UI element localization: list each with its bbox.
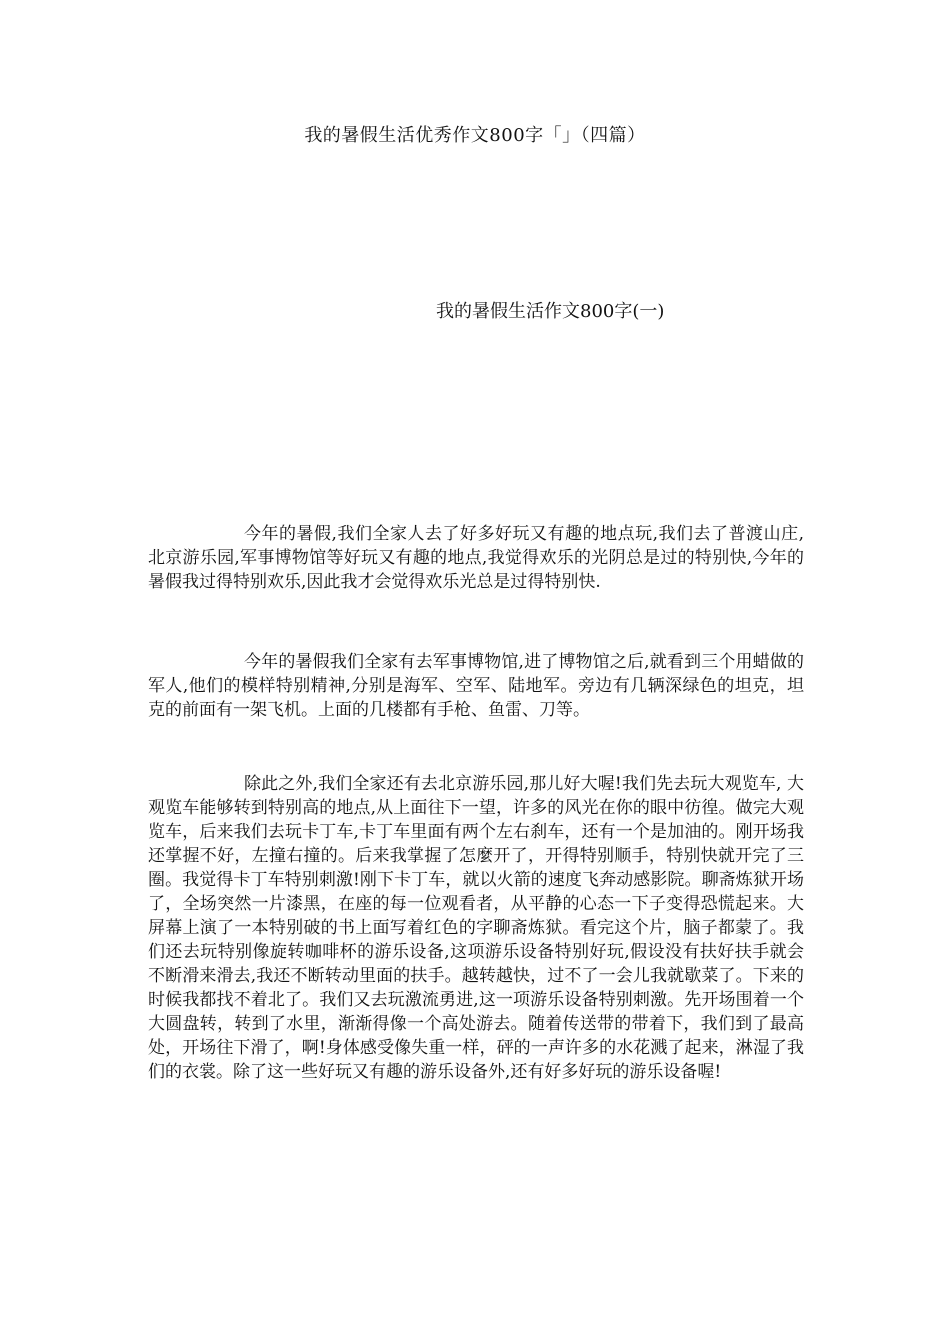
paragraph-2: 今年的暑假我们全家有去军事博物馆,进了博物馆之后,就看到三个用蜡做的军人,他们的模样特别精神,分别是海军、空军、陆地军。旁边有几辆深绿色的坦克，坦克的前面有一架飞机。上面的几楼都有手枪、鱼雷、刀等。 — [148, 652, 804, 720]
paragraph-3: 除此之外,我们全家还有去北京游乐园,那儿好大喔!我们先去玩大观览车, 大观览车能够转到特别高的地点,从上面往下一望，许多的风光在你的眼中彷徨。做完大观览车，后来我们去玩卡丁车,卡丁车里面有两个左右刹车，还有一个是加油的。刚开场我还掌握不好，左撞右撞的。后来我掌握了怎麼开了，开得特别顺手，特别快就开完了三圈。我觉得卡丁车特别刺激!刚下卡丁车，就以火箭的速度飞奔动感影院。聊斋炼狱开场了，全场突然一片漆黑，在座的每一位观看者，从平静的心态一下子变得恐慌起来。大屏幕上演了一本特别破的书上面写着红色的字聊斋炼狱。看完这个片，脑子都蒙了。我们还去玩特别像旋转咖啡杯的游乐设备,这项游乐设备特别好玩,假设没有扶好扶手就会不断滑来滑去,我还不断转动里面的扶手。越转越快，过不了一会儿我就歇菜了。下来的时候我都找不着北了。我们又去玩激流勇进,这一项游乐设备特别刺激。先开场围着一个大圆盘转，转到了水里，渐渐得像一个高处游去。随着传送带的带着下，我们到了最高处，开场往下滑了，啊!身体感受像失重一样，砰的一声许多的水花溅了起来，淋湿了我们的衣裳。除了这一些好玩又有趣的游乐设备外,还有好多好玩的游乐设备喔! — [148, 774, 804, 1082]
document-title: 我的暑假生活优秀作文800字「」（四篇） — [304, 125, 646, 146]
paragraph-1: 今年的暑假,我们全家人去了好多好玩又有趣的地点玩,我们去了普渡山庄,北京游乐园,军事博物馆等好玩又有趣的地点,我觉得欢乐的光阴总是过的特别快,今年的暑假我过得特别欢乐,因此我才会觉得欢乐光总是过得特别快. — [148, 524, 804, 592]
section-heading: 我的暑假生活作文800字(一) — [436, 301, 665, 322]
